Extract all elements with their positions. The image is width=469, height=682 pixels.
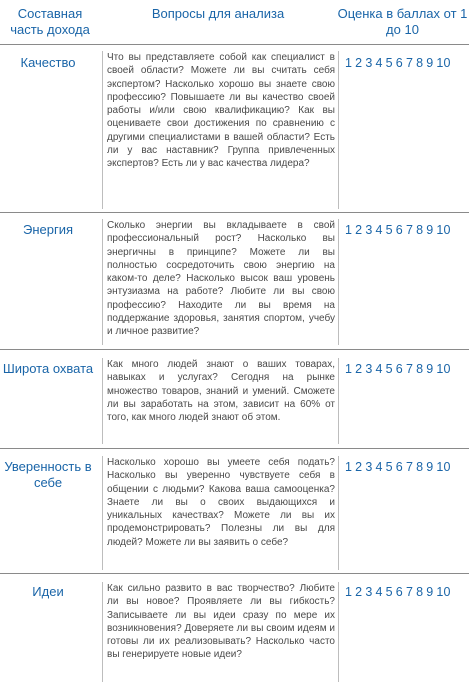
- table-row: [0, 449, 469, 574]
- table-row: [0, 45, 469, 213]
- score-scale[interactable]: [345, 361, 469, 377]
- score-option-4[interactable]: 4: [375, 585, 383, 599]
- table-header: [0, 0, 469, 44]
- table-row: [0, 213, 469, 350]
- score-option-8[interactable]: 8: [416, 460, 424, 474]
- score-option-6[interactable]: 6: [395, 585, 403, 599]
- score-scale[interactable]: [345, 55, 469, 71]
- score-option-10[interactable]: 10: [436, 585, 451, 599]
- questions-text: Как сильно развито в вас творчество? Любите ли вы новое? Проявляете ли вы гибкость? Записываете ли вы идеи сразу по мере их возникновения? Доверяете ли вы своим идеям и готовы ли их реализовывать? Насколько часто вы генерируете новые идеи?: [102, 582, 339, 682]
- score-option-9[interactable]: 9: [426, 362, 434, 376]
- score-option-4[interactable]: 4: [375, 362, 383, 376]
- score-option-5[interactable]: 5: [385, 362, 393, 376]
- score-option-10[interactable]: 10: [436, 460, 451, 474]
- score-option-7[interactable]: 7: [405, 585, 414, 599]
- score-option-5[interactable]: 5: [385, 585, 393, 599]
- score-option-9[interactable]: 9: [426, 56, 434, 70]
- table-row: [0, 574, 469, 682]
- score-option-10[interactable]: 10: [436, 56, 451, 70]
- score-option-9[interactable]: 9: [426, 460, 434, 474]
- score-option-2[interactable]: 2: [355, 585, 363, 599]
- score-option-4[interactable]: 4: [375, 56, 383, 70]
- score-option-6[interactable]: 6: [395, 362, 403, 376]
- questions-text: Что вы представляете собой как специалист в своей области? Можете ли вы считать себя экспертом? Насколько хорошо вы знаете свою профессию? Повышаете ли вы качество своей работы и/или свою квалификацию? Как вы оцениваете свои достижения по сравнению с другими специалистами в вашей области? Есть ли у вас наставник? Группа привлеченных экспертов? Есть ли у вас качества лидера?: [102, 51, 339, 209]
- score-option-1[interactable]: 1: [345, 223, 353, 237]
- category-label: Уверенность в себе: [4, 459, 92, 490]
- score-option-7[interactable]: 7: [405, 223, 414, 237]
- score-option-6[interactable]: 6: [395, 223, 403, 237]
- category-label: Энергия: [22, 222, 74, 237]
- score-option-4[interactable]: 4: [375, 460, 383, 474]
- category-label: Идеи: [32, 584, 64, 599]
- score-option-10[interactable]: 10: [436, 223, 451, 237]
- category-label: Качество: [20, 55, 76, 70]
- score-option-7[interactable]: 7: [405, 56, 414, 70]
- score-option-3[interactable]: 3: [365, 56, 373, 70]
- score-option-9[interactable]: 9: [426, 223, 434, 237]
- score-option-5[interactable]: 5: [385, 460, 393, 474]
- questions-text: Насколько хорошо вы умеете себя подать? Насколько вы уверенно чувствуете себя в общении с людьми? Какова ваша самооценка? Знаете ли вы о своих выдающихся и уникальных качествах? Можете ли вы их продемонстрировать? Полезны ли вы для людей? Можете ли вы заявить о себе?: [102, 456, 339, 570]
- score-option-8[interactable]: 8: [416, 223, 424, 237]
- score-option-3[interactable]: 3: [365, 585, 373, 599]
- score-scale[interactable]: [345, 584, 469, 600]
- score-option-7[interactable]: 7: [405, 362, 414, 376]
- score-option-8[interactable]: 8: [416, 56, 424, 70]
- score-option-1[interactable]: 1: [345, 56, 353, 70]
- score-option-6[interactable]: 6: [395, 56, 403, 70]
- score-option-5[interactable]: 5: [385, 223, 393, 237]
- score-scale[interactable]: [345, 222, 469, 238]
- header-income-component: Составная часть дохода: [10, 6, 90, 37]
- score-option-3[interactable]: 3: [365, 460, 373, 474]
- score-option-6[interactable]: 6: [395, 460, 403, 474]
- score-option-7[interactable]: 7: [405, 460, 414, 474]
- score-option-8[interactable]: 8: [416, 585, 424, 599]
- score-option-1[interactable]: 1: [345, 362, 353, 376]
- score-option-2[interactable]: 2: [355, 56, 363, 70]
- score-option-5[interactable]: 5: [385, 56, 393, 70]
- score-option-1[interactable]: 1: [345, 585, 353, 599]
- questions-text: Сколько энергии вы вкладываете в свой профессиональный рост? Насколько вы энергичны в принципе? Можете ли вы полностью сосредоточить свою энергию на каком-то деле? Насколько высок ваш уровень энтузиазма на работе? Любите ли вы свою профессию? Находите ли вы время на поддержание здоровья, занятия спортом, учебу и личное развитие?: [102, 219, 339, 345]
- score-option-2[interactable]: 2: [355, 223, 363, 237]
- category-label: Широта охвата: [2, 361, 94, 376]
- score-option-9[interactable]: 9: [426, 585, 434, 599]
- score-option-2[interactable]: 2: [355, 362, 363, 376]
- score-option-2[interactable]: 2: [355, 460, 363, 474]
- table-row: [0, 350, 469, 449]
- score-scale[interactable]: [345, 459, 469, 475]
- header-analysis-questions: Вопросы для анализа: [151, 6, 285, 21]
- questions-text: Как много людей знают о ваших товарах, навыках и услугах? Сегодня на рынке множество товаров, знаний и умений. Сможете ли вы заработать на этом, зависит на 60% от того, как много людей знают об этом.: [102, 358, 339, 444]
- score-option-1[interactable]: 1: [345, 460, 353, 474]
- score-option-3[interactable]: 3: [365, 362, 373, 376]
- score-option-3[interactable]: 3: [365, 223, 373, 237]
- score-option-8[interactable]: 8: [416, 362, 424, 376]
- score-option-4[interactable]: 4: [375, 223, 383, 237]
- score-option-10[interactable]: 10: [436, 362, 451, 376]
- header-score: Оценка в баллах от 1 до 10: [337, 6, 468, 37]
